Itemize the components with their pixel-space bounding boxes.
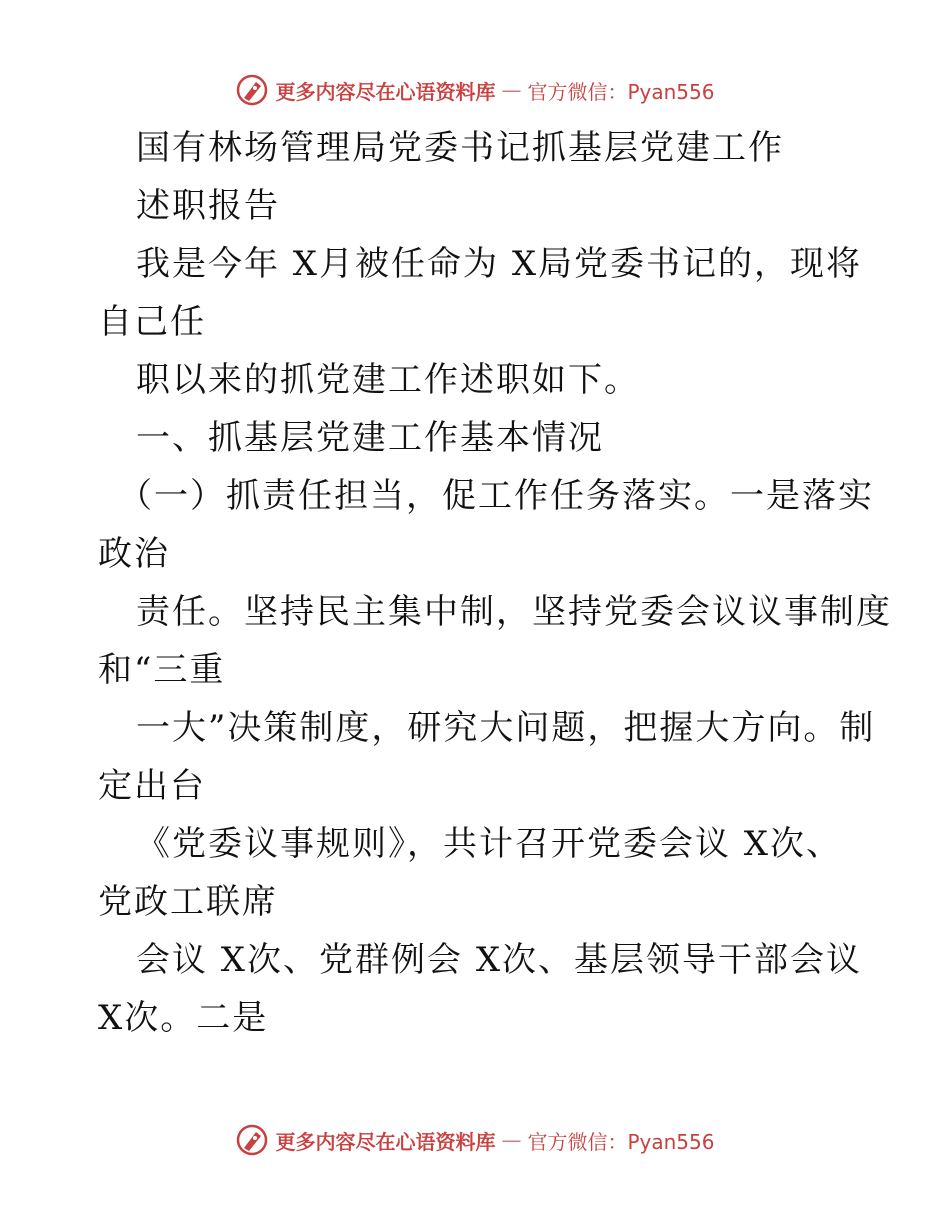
- watermark-dash: —: [501, 78, 522, 102]
- paragraph-line: 一大”决策制度，研究大问题，把握大方向。制: [136, 708, 876, 748]
- watermark-wechat-text: 官方微信：Pyan556: [527, 79, 715, 104]
- paragraph-line: 定出台: [98, 766, 206, 806]
- paragraph-line: 和“三重: [98, 650, 226, 690]
- header-watermark: [0, 70, 950, 110]
- pen-nib-circle-icon: [235, 73, 269, 107]
- document-title-line-2: 述职报告: [136, 186, 280, 226]
- paragraph-line: （一）抓责任担当，促工作任务落实。一是落实: [118, 476, 874, 516]
- document-title-line-1: 国有林场管理局党委书记抓基层党建工作: [136, 128, 784, 168]
- watermark-main-text: 更多内容尽在心语资料库: [275, 79, 496, 104]
- paragraph-line: 职以来的抓党建工作述职如下。: [136, 360, 640, 400]
- footer-watermark: [0, 1120, 950, 1160]
- paragraph-line: 我是今年 X月被任命为 X局党委书记的，现将: [136, 244, 863, 284]
- pen-nib-circle-icon: [235, 1123, 269, 1157]
- paragraph-line: 党政工联席: [98, 882, 278, 922]
- watermark-wechat-text: 官方微信：Pyan556: [527, 1129, 715, 1154]
- paragraph-line: 《党委议事规则》，共计召开党委会议 X次、: [136, 824, 843, 864]
- paragraph-line: X次。二是: [98, 998, 269, 1038]
- paragraph-line: 会议 X次、党群例会 X次、基层领导干部会议: [136, 940, 863, 980]
- paragraph-line: 政治: [98, 534, 170, 574]
- paragraph-line: 自己任: [98, 302, 206, 342]
- watermark-dash: —: [501, 1128, 522, 1152]
- paragraph-line: 责任。坚持民主集中制，坚持党委会议议事制度: [136, 592, 892, 632]
- watermark-main-text: 更多内容尽在心语资料库: [275, 1129, 496, 1154]
- section-heading: 一、抓基层党建工作基本情况: [136, 418, 604, 458]
